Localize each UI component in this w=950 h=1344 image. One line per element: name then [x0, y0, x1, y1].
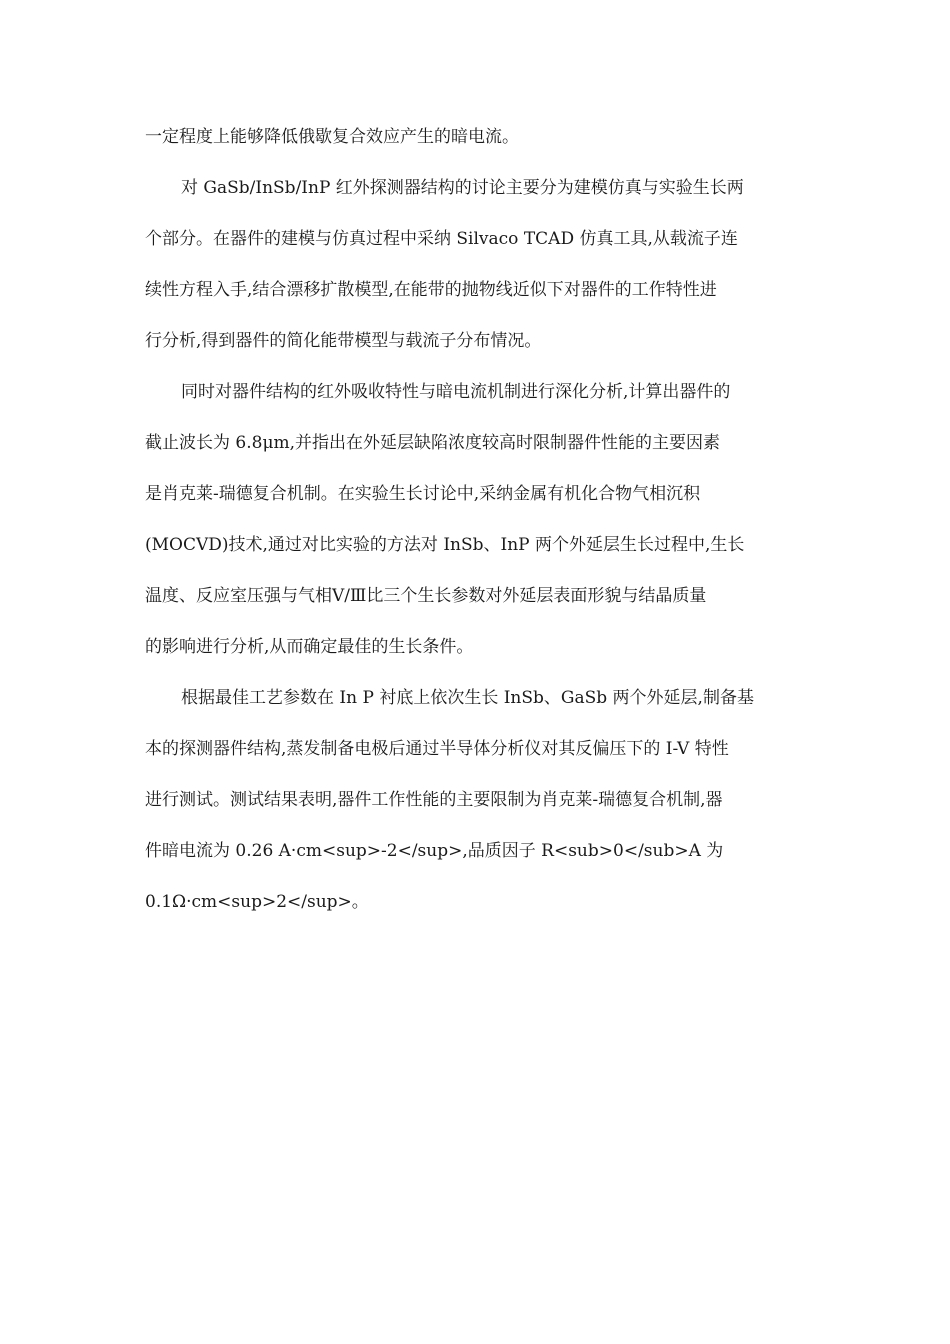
text-line: 一定程度上能够降低俄歇复合效应产生的暗电流。: [145, 127, 519, 147]
text-line: 的影响进行分析,从而确定最佳的生长条件。: [145, 637, 474, 657]
text-line: 进行测试。测试结果表明,器件工作性能的主要限制为肖克莱-瑞德复合机制,器: [145, 790, 723, 810]
body-text: [145, 112, 810, 928]
text-line: 0.1Ω·cm<sup>2</sup>。: [145, 892, 369, 912]
paragraph-first-line: 同时对器件结构的红外吸收特性与暗电流机制进行深化分析,计算出器件的: [181, 382, 731, 402]
text-line: 个部分。在器件的建模与仿真过程中采纳 Silvaco TCAD 仿真工具,从载流子连: [145, 229, 738, 249]
text-line: 行分析,得到器件的简化能带模型与载流子分布情况。: [145, 331, 542, 351]
text-line: 续性方程入手,结合漂移扩散模型,在能带的抛物线近似下对器件的工作特性进: [145, 280, 717, 300]
paragraph-first-line: 对 GaSb/InSb/InP 红外探测器结构的讨论主要分为建模仿真与实验生长两: [181, 178, 744, 198]
text-line: 本的探测器件结构,蒸发制备电极后通过半导体分析仪对其反偏压下的 I-V 特性: [145, 739, 729, 759]
text-line: 温度、反应室压强与气相Ⅴ/Ⅲ比三个生长参数对外延层表面形貌与结晶质量: [145, 586, 707, 606]
text-line: 是肖克莱-瑞德复合机制。在实验生长讨论中,采纳金属有机化合物气相沉积: [145, 484, 701, 504]
paragraph-first-line: 根据最佳工艺参数在 In P 衬底上依次生长 InSb、GaSb 两个外延层,制备基: [181, 688, 754, 708]
text-line: 件暗电流为 0.26 A·cm<sup>-2</sup>,品质因子 R<sub>0</sub>A 为: [145, 841, 724, 861]
text-line: (MOCVD)技术,通过对比实验的方法对 InSb、InP 两个外延层生长过程中,生长: [145, 535, 745, 555]
text-line: 截止波长为 6.8μm,并指出在外延层缺陷浓度较高时限制器件性能的主要因素: [145, 433, 721, 453]
